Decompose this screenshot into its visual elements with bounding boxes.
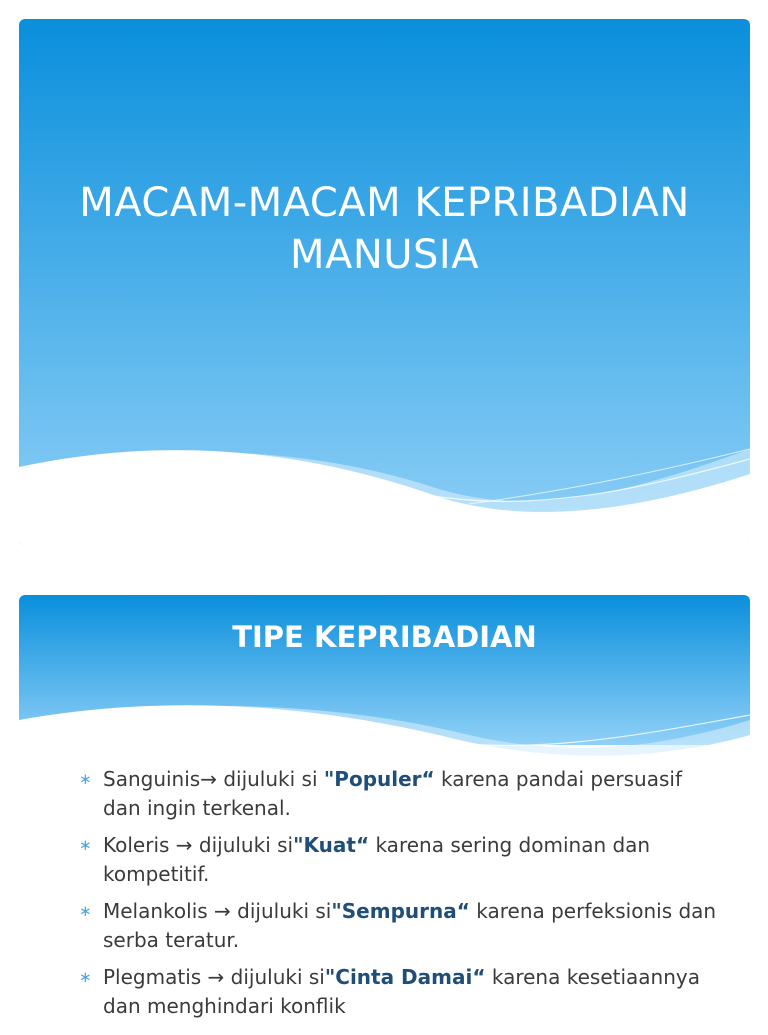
bullet-text: Melankolis → dijuluki si [103,899,332,923]
bullet-text: karena perfeksionis dan serba teratur. [103,899,717,952]
bullet-keyword: "Cinta Damai“ [324,965,486,989]
bullet-item [79,765,719,823]
bullet-list [79,765,719,1029]
bullet-item [79,831,719,889]
slide-title: TIPE KEPRIBADIAN [232,620,537,654]
bullet-keyword: "Kuat“ [293,833,370,857]
bullet-marker-icon: ∗ [79,770,92,788]
bullet-text: Koleris → dijuluki si [103,833,294,857]
bullet-item [79,897,719,955]
bullet-keyword: "Sempurna“ [331,899,470,923]
bullet-text: karena kesetiaannya dan menghindari konflik [103,965,700,1018]
bullet-marker-icon: ∗ [79,836,92,854]
title-slide [19,19,750,545]
slide-title [19,177,750,281]
title-line-1: MACAM-MACAM KEPRIBADIAN [79,180,690,226]
bullet-text: Plegmatis → dijuluki si [103,965,325,989]
bullet-marker-icon: ∗ [79,968,92,986]
bullet-keyword: "Populer“ [323,767,435,791]
bullet-text: karena pandai persuasif dan ingin terkenal. [103,767,682,820]
title-line-2: MANUSIA [289,232,480,278]
bullet-text: karena sering dominan dan kompetitif. [103,833,651,886]
content-slide [19,595,750,1035]
bullet-text: Sanguinis→ dijuluki si [103,767,324,791]
bullet-marker-icon: ∗ [79,902,92,920]
bullet-item [79,963,719,1021]
wave-background [19,19,750,545]
